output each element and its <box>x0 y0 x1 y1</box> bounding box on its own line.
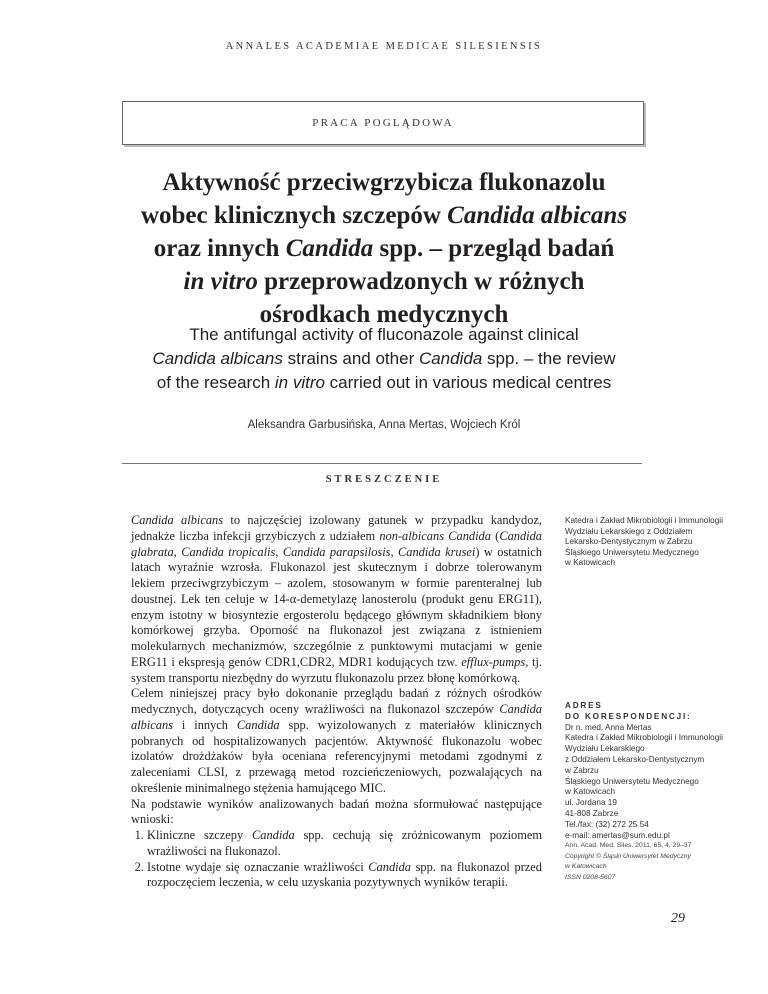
abstract-text: to najczęściej izolowany gatunek w przypadku kandydoz, jednakże liczba infekcji grzybiczych z udziałem <box>131 513 542 543</box>
abstract-paragraph: Na podstawie wyników analizowanych badań można sformułować następujące wnioski: <box>131 796 542 827</box>
affiliation-line: Lekarsko-Dentystycznym w Zabrzu <box>565 537 693 547</box>
title-pl-text: wobec klinicznych szczepów <box>140 202 448 229</box>
title-pl-line: Aktywność przeciwgrzybicza flukonazolu <box>162 169 606 196</box>
title-polish <box>100 166 668 331</box>
title-en-italic: Candida albicans <box>152 349 283 368</box>
correspondence-address <box>565 701 740 841</box>
title-english <box>90 323 678 395</box>
issn: ISSN 0208-5607 <box>565 873 616 881</box>
correspondence-label: DO KORESPONDENCJI: <box>565 711 692 721</box>
abstract-text: , <box>173 544 182 559</box>
title-pl-line: ośrodkach medycznych <box>259 301 509 328</box>
correspondence-line: Śląskiego Uniwersytetu Medycznego <box>565 776 699 786</box>
species-name: Candida <box>236 717 280 732</box>
species-name: Candida tropicalis <box>181 544 276 559</box>
correspondence-line: Dr n. med. Anna Mertas <box>565 722 652 732</box>
title-pl-text: przeprowadzonych w różnych <box>257 268 585 295</box>
title-pl-italic: Candida <box>285 235 374 262</box>
abstract-text: , tj. system transportu niezbędny do wyrzutu flukonazolu przez błonę komórkową. <box>131 654 542 685</box>
list-item <box>147 860 542 892</box>
correspondence-line: 41-808 Zabrze <box>565 808 619 818</box>
term-italic: efflux-pumps <box>461 654 526 669</box>
title-pl-italic: in vitro <box>183 268 258 295</box>
title-en-text: strains and other <box>282 349 419 368</box>
species-name: Candida albicans <box>131 702 542 732</box>
correspondence-line: z Oddziałem Lekarsko-Dentystycznym <box>565 754 705 764</box>
title-en-text: carried out in various medical centres <box>324 373 612 392</box>
species-name: Candida <box>368 859 411 874</box>
abstract-text: spp. wyizolowanych z materiałów klinicznych pobranych od hospitalizowanych pacjentów. Aktywność flukonazolu wobec izolatów drożdżaków była oceniana referencyjnymi metodami zgodnymi z zaleceniami CLSI, z przewagą metod rozcieńczeniowych, pozwalających na określenie minimalnego stężenia hamującego MIC. <box>131 717 542 795</box>
title-en-line: The antifungal activity of fluconazole against clinical <box>189 325 579 344</box>
title-pl-italic: Candida albicans <box>447 202 628 229</box>
list-item <box>147 828 542 860</box>
affiliation-line: Wydziału Lekarskiego z Oddziałem <box>565 526 693 536</box>
correspondence-line: w Katowicach <box>565 787 616 797</box>
species-name: Candida parapsilosis <box>282 544 391 559</box>
affiliation-line: Katedra i Zakład Mikrobiologii i Immunologii <box>565 516 723 525</box>
section-divider <box>122 463 642 464</box>
correspondence-line: w Zabrzu <box>565 765 599 775</box>
species-name: non-albicans Candida <box>379 528 491 543</box>
abstract-text: ) w ostatnich latach wyraźnie wzrosła. Flukonazol jest skutecznym i dobrze tolerowanym lekiem przeciwgrzybiczym – azolem, stosowanym w formie parenteralnej lub doustnej. Lek ten celuje w 14-α-demetylazę lanosterolu (produkt genu ERG11), enzym istotny w biosyntezie ergosterolu będącego głównym składnikiem błony komórkowej grzyba. Oporność na flukonazol jest związana z istnieniem molekularnych mechanizmów, szczególnie z punktowymi mutacjami w genie ERG11 i ekspresją genów CDR1,CDR2, MDR1 kodujących tzw. <box>131 544 542 669</box>
citation-reference: Ann. Acad. Med. Siles. 2011, 65, 4, 29–37 <box>565 842 692 849</box>
article-type-label: PRACA POGLĄDOWA <box>312 117 454 129</box>
correspondence-label: ADRES <box>565 701 603 710</box>
title-pl-text: spp. – przegląd badań <box>373 235 615 262</box>
species-name: Candida glabrata <box>131 528 542 559</box>
page-number: 29 <box>671 911 685 926</box>
citation-block <box>565 841 740 883</box>
abstract-body <box>131 513 542 891</box>
abstract-text: , <box>275 544 283 559</box>
species-name: Candida <box>251 828 295 842</box>
abstract-text: Celem niniejszej pracy było dokonanie przeglądu badań z różnych ośrodków medycznych, dotyczących oceny wrażliwości na flukonazol szczepów <box>131 686 542 716</box>
title-en-text: of the research <box>156 373 275 392</box>
affiliation <box>565 516 740 569</box>
title-en-italic: Candida <box>418 349 483 368</box>
copyright-line: Copyright © Śląski Uniwersytet Medyczny <box>565 852 691 860</box>
abstract-text: i innych <box>173 717 237 732</box>
affiliation-line: w Katowicach <box>565 558 616 568</box>
conclusions-list <box>131 828 542 891</box>
abstract-text: ( <box>490 528 500 543</box>
abstract-text: spp. cechują się zróżnicowanym poziomem wrażliwości na flukonazol. <box>147 828 543 858</box>
title-en-text: spp. – the review <box>482 349 616 368</box>
abstract-paragraph <box>131 686 542 796</box>
authors: Aleksandra Garbusińska, Anna Mertas, Wojciech Król <box>247 419 521 431</box>
correspondence-line: Tel./fax: (32) 272 25 54 <box>565 819 649 829</box>
abstract-text: , <box>390 544 398 559</box>
affiliation-line: Śląskiego Uniwersytetu Medycznego <box>565 547 699 557</box>
title-pl-text: oraz innych <box>153 235 286 262</box>
correspondence-line: Wydziału Lekarskiego <box>565 744 645 754</box>
abstract-text: Kliniczne szczepy <box>147 828 252 842</box>
species-name: Candida krusei <box>398 544 476 559</box>
correspondence-email[interactable]: e-mail: amertas@sum.edu.pl <box>565 830 670 840</box>
title-en-italic: in vitro <box>274 373 325 392</box>
abstract-paragraph <box>131 513 542 686</box>
abstract-heading: STRESZCZENIE <box>325 474 443 485</box>
correspondence-line: ul. Jordana 19 <box>565 798 617 808</box>
article-type-box <box>122 101 644 145</box>
abstract-text: Istotne wydaje się oznaczanie wrażliwości <box>147 859 369 874</box>
abstract-text: spp. na flukonazol przed rozpoczęciem leczenia, w celu uzyskania pozytywnych wyników terapii. <box>147 859 542 890</box>
correspondence-line: Katedra i Zakład Mikrobiologii i Immunologii <box>565 733 723 743</box>
species-name: Candida albicans <box>131 513 224 527</box>
copyright-place: w Katowicach <box>565 863 607 870</box>
journal-name: ANNALES ACADEMIAE MEDICAE SILESIENSIS <box>225 41 543 52</box>
